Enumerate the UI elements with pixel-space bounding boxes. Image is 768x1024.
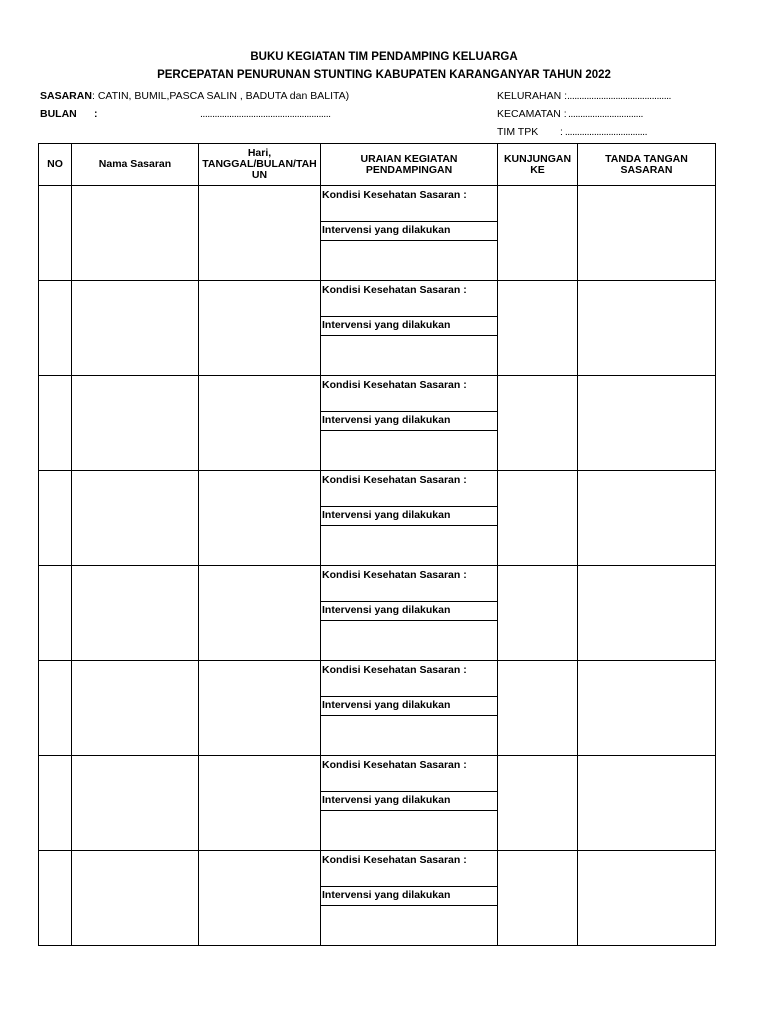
- uraian-block: [321, 851, 497, 906]
- cell-kunjungan[interactable]: [498, 661, 578, 756]
- kondisi-label: Kondisi Kesehatan Sasaran :: [321, 756, 497, 792]
- cell-tanggal[interactable]: [199, 471, 321, 566]
- kecamatan-dots: ...............................: [568, 108, 643, 120]
- cell-no[interactable]: [39, 471, 72, 566]
- col-header-kunjungan: KUNJUNGAN KE: [498, 144, 578, 186]
- kondisi-label: Kondisi Kesehatan Sasaran :: [321, 661, 497, 697]
- cell-nama-sasaran[interactable]: [72, 756, 199, 851]
- cell-nama-sasaran[interactable]: [72, 661, 199, 756]
- kondisi-label: Kondisi Kesehatan Sasaran :: [321, 186, 497, 222]
- intervensi-label: Intervensi yang dilakukan: [321, 697, 497, 716]
- cell-tanggal[interactable]: [199, 281, 321, 376]
- cell-uraian: [321, 661, 498, 756]
- cell-nama-sasaran[interactable]: [72, 376, 199, 471]
- cell-tanda-tangan[interactable]: [578, 281, 716, 376]
- table-row: [39, 566, 716, 661]
- uraian-block: [321, 471, 497, 526]
- kondisi-label: Kondisi Kesehatan Sasaran :: [321, 566, 497, 602]
- cell-nama-sasaran[interactable]: [72, 281, 199, 376]
- cell-uraian: [321, 756, 498, 851]
- cell-tanda-tangan[interactable]: [578, 566, 716, 661]
- cell-tanggal[interactable]: [199, 566, 321, 661]
- bulan-colon: :: [94, 108, 98, 120]
- cell-tanda-tangan[interactable]: [578, 186, 716, 281]
- cell-kunjungan[interactable]: [498, 566, 578, 661]
- kelurahan-label: KELURAHAN :: [497, 90, 568, 102]
- col-header-no: NO: [39, 144, 72, 186]
- cell-nama-sasaran[interactable]: [72, 471, 199, 566]
- bulan-dots: ......................................................: [200, 108, 331, 120]
- cell-no[interactable]: [39, 851, 72, 946]
- cell-kunjungan[interactable]: [498, 471, 578, 566]
- cell-kunjungan[interactable]: [498, 186, 578, 281]
- col-header-tanda-tangan: TANDA TANGAN SASARAN: [578, 144, 716, 186]
- table-header-row: [39, 144, 716, 186]
- cell-no[interactable]: [39, 566, 72, 661]
- cell-tanda-tangan[interactable]: [578, 471, 716, 566]
- cell-nama-sasaran[interactable]: [72, 186, 199, 281]
- kondisi-label: Kondisi Kesehatan Sasaran :: [321, 851, 497, 887]
- uraian-block: [321, 661, 497, 716]
- cell-no[interactable]: [39, 186, 72, 281]
- cell-nama-sasaran[interactable]: [72, 566, 199, 661]
- cell-no[interactable]: [39, 661, 72, 756]
- timtpk-label: TIM TPK: [497, 126, 539, 138]
- uraian-block: [321, 186, 497, 241]
- cell-uraian: [321, 281, 498, 376]
- cell-tanda-tangan[interactable]: [578, 661, 716, 756]
- cell-uraian: [321, 566, 498, 661]
- cell-tanda-tangan[interactable]: [578, 756, 716, 851]
- cell-uraian: [321, 186, 498, 281]
- cell-tanggal[interactable]: [199, 756, 321, 851]
- intervensi-label: Intervensi yang dilakukan: [321, 317, 497, 336]
- kecamatan-label: KECAMATAN :: [497, 108, 567, 120]
- cell-kunjungan[interactable]: [498, 376, 578, 471]
- col-header-uraian: URAIAN KEGIATAN PENDAMPINGAN: [321, 144, 498, 186]
- intervensi-label: Intervensi yang dilakukan: [321, 792, 497, 811]
- table-row: [39, 851, 716, 946]
- sasaran-value: : CATIN, BUMIL,PASCA SALIN , BADUTA dan BALITA): [92, 90, 350, 102]
- title-line-1: BUKU KEGIATAN TIM PENDAMPING KELUARGA: [250, 51, 518, 63]
- col-header-nama-sasaran: Nama Sasaran: [72, 144, 199, 186]
- kondisi-label: Kondisi Kesehatan Sasaran :: [321, 471, 497, 507]
- cell-tanggal[interactable]: [199, 186, 321, 281]
- cell-tanggal[interactable]: [199, 661, 321, 756]
- table-row: [39, 661, 716, 756]
- kelurahan-dots: ...........................................: [567, 90, 671, 102]
- cell-tanda-tangan[interactable]: [578, 376, 716, 471]
- intervensi-label: Intervensi yang dilakukan: [321, 602, 497, 621]
- cell-no[interactable]: [39, 756, 72, 851]
- uraian-block: [321, 376, 497, 431]
- cell-kunjungan[interactable]: [498, 851, 578, 946]
- timtpk-value: : ..................................: [560, 126, 648, 138]
- kondisi-label: Kondisi Kesehatan Sasaran :: [321, 376, 497, 412]
- kondisi-label: Kondisi Kesehatan Sasaran :: [321, 281, 497, 317]
- intervensi-label: Intervensi yang dilakukan: [321, 412, 497, 431]
- col-header-tanggal: Hari, TANGGAL/BULAN/TAH UN: [199, 144, 321, 186]
- intervensi-label: Intervensi yang dilakukan: [321, 222, 497, 241]
- uraian-block: [321, 281, 497, 336]
- activity-table: [38, 143, 716, 946]
- table-row: [39, 756, 716, 851]
- cell-no[interactable]: [39, 281, 72, 376]
- sasaran-label: SASARAN: [40, 90, 92, 102]
- cell-uraian: [321, 376, 498, 471]
- table-row: [39, 186, 716, 281]
- cell-tanggal[interactable]: [199, 376, 321, 471]
- cell-kunjungan[interactable]: [498, 756, 578, 851]
- title-line-2: PERCEPATAN PENURUNAN STUNTING KABUPATEN KARANGANYAR TAHUN 2022: [157, 69, 611, 81]
- uraian-block: [321, 756, 497, 811]
- bulan-label: BULAN: [40, 108, 77, 120]
- cell-kunjungan[interactable]: [498, 281, 578, 376]
- cell-tanda-tangan[interactable]: [578, 851, 716, 946]
- cell-no[interactable]: [39, 376, 72, 471]
- intervensi-label: Intervensi yang dilakukan: [321, 887, 497, 906]
- table-row: [39, 471, 716, 566]
- cell-tanggal[interactable]: [199, 851, 321, 946]
- uraian-block: [321, 566, 497, 621]
- cell-nama-sasaran[interactable]: [72, 851, 199, 946]
- cell-uraian: [321, 471, 498, 566]
- cell-uraian: [321, 851, 498, 946]
- intervensi-label: Intervensi yang dilakukan: [321, 507, 497, 526]
- table-row: [39, 281, 716, 376]
- table-row: [39, 376, 716, 471]
